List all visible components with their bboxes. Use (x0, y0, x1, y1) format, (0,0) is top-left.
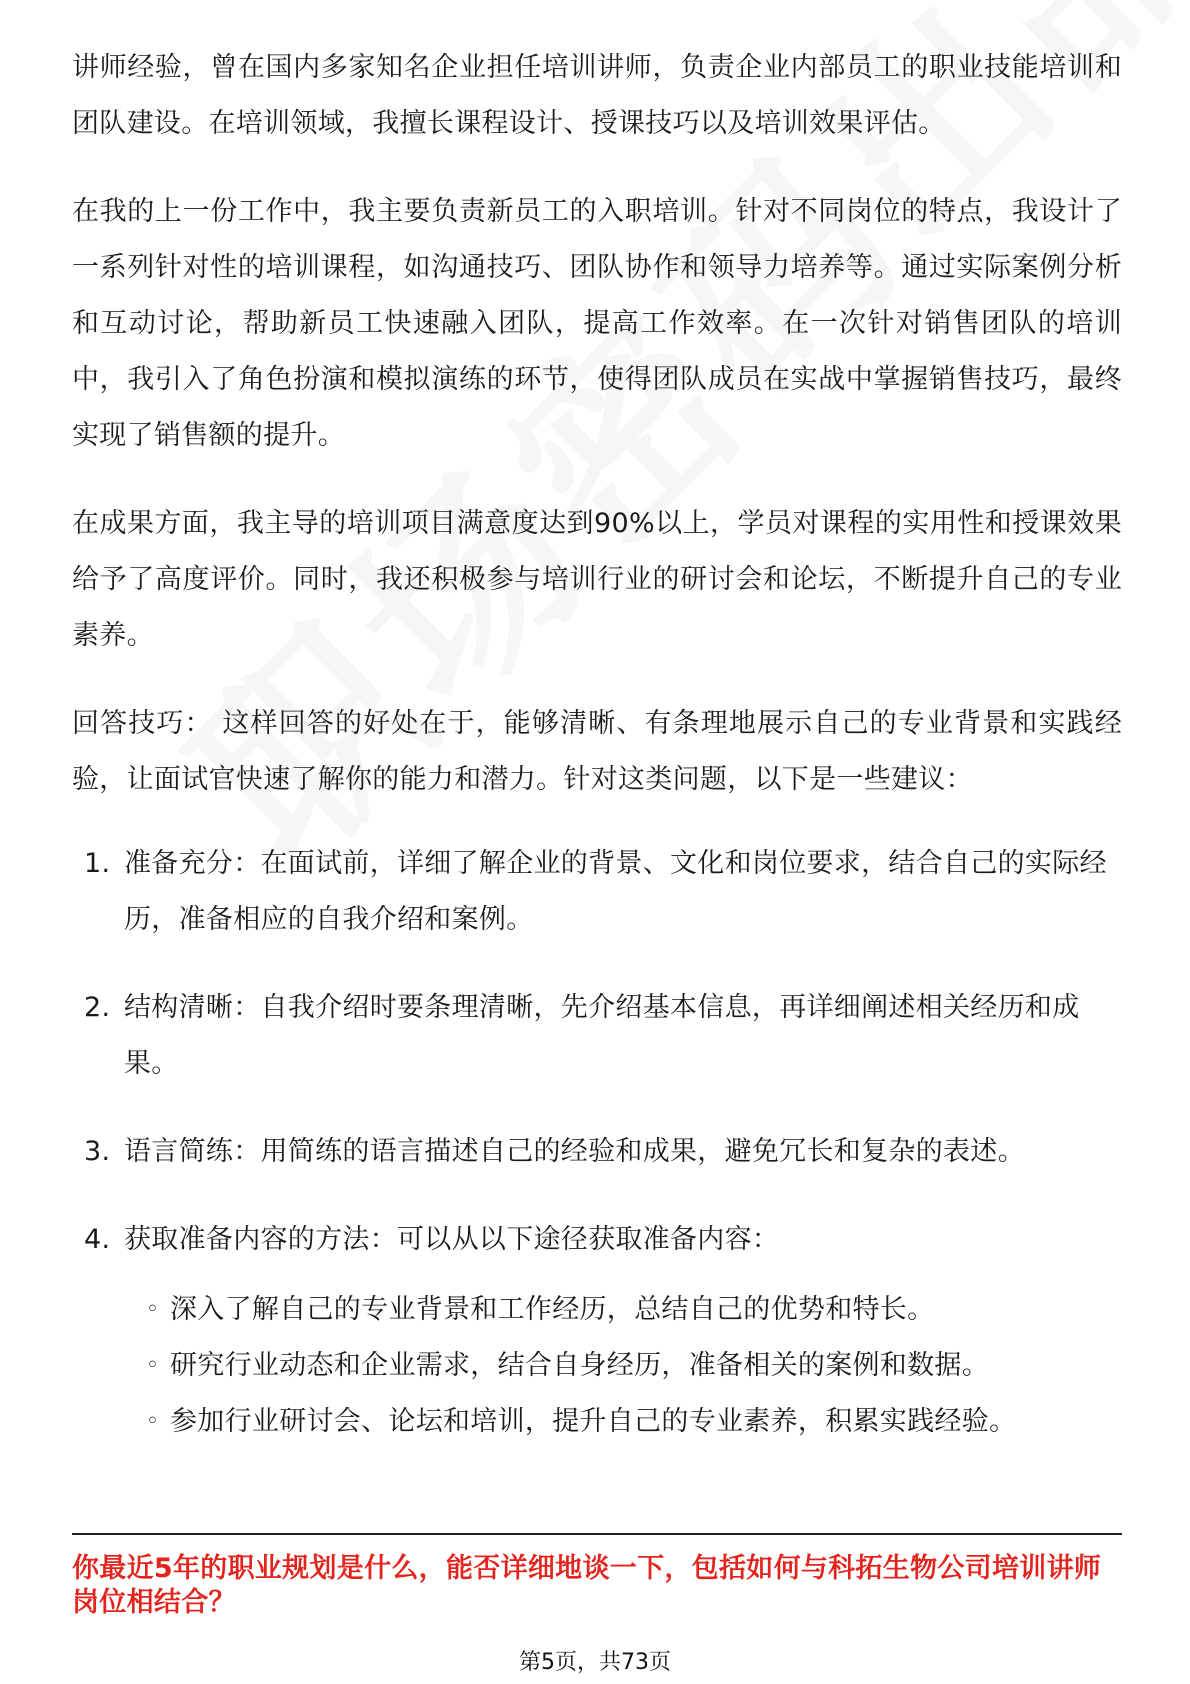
bullet-icon: ◦ (146, 1409, 160, 1434)
interview-question: 你最近5年的职业规划是什么，能否详细地谈一下，包括如何与科拓生物公司培训讲师岗位相结合？ (72, 1553, 1102, 1618)
sub-list-item (124, 1394, 1122, 1450)
list-number: 3. (84, 1136, 111, 1167)
paragraph-answer-tips: 回答技巧： 这样回答的好处在于，能够清晰、有条理地展示自己的专业背景和实践经验，让面试官快速了解你的能力和潜力。针对这类问题，以下是一些建议： (72, 708, 1122, 795)
list-item-text: 结构清晰：自我介绍时要条理清晰，先介绍基本信息，再详细阐述相关经历和成果。 (124, 992, 1080, 1079)
section-divider (72, 1533, 1122, 1535)
paragraph-last-job: 在我的上一份工作中，我主要负责新员工的入职培训。针对不同岗位的特点，我设计了一系列针对性的培训课程，如沟通技巧、团队协作和领导力培养等。通过实际案例分析和互动讨论，帮助新员工快速融入团队，提高工作效率。在一次针对销售团队的培训中，我引入了角色扮演和模拟演练的环节，使得团队成员在实战中掌握销售技巧，最终实现了销售额的提升。 (72, 196, 1122, 451)
sub-list-item-text: 研究行业动态和企业需求，结合自身经历，准备相关的案例和数据。 (170, 1350, 989, 1381)
list-item-text: 获取准备内容的方法：可以从以下途径获取准备内容： (124, 1224, 780, 1255)
paragraph-results: 在成果方面，我主导的培训项目满意度达到90%以上，学员对课程的实用性和授课效果给予了高度评价。同时，我还积极参与培训行业的研讨会和论坛，不断提升自己的专业素养。 (72, 508, 1122, 651)
list-item-text: 准备充分：在面试前，详细了解企业的背景、文化和岗位要求，结合自己的实际经历，准备相应的自我介绍和案例。 (124, 848, 1107, 935)
list-number: 4. (84, 1224, 111, 1255)
list-item (72, 1212, 1122, 1450)
paragraph-experience: 讲师经验，曾在国内多家知名企业担任培训讲师，负责企业内部员工的职业技能培训和团队建设。在培训领域，我擅长课程设计、授课技巧以及培训效果评估。 (72, 52, 1122, 139)
list-item-text: 语言简练：用简练的语言描述自己的经验和成果，避免冗长和复杂的表述。 (124, 1136, 1025, 1167)
sub-list-item (124, 1338, 1122, 1394)
sub-list-item (124, 1282, 1122, 1338)
sub-list (124, 1282, 1122, 1450)
list-number: 1. (84, 848, 111, 879)
tips-list (72, 836, 1122, 1450)
bullet-icon: ◦ (146, 1353, 160, 1378)
list-item (72, 980, 1122, 1092)
page-number: 第5页，共73页 (519, 1650, 671, 1675)
list-item (72, 1124, 1122, 1180)
document-body (72, 40, 1122, 1482)
sub-list-item-text: 深入了解自己的专业背景和工作经历，总结自己的优势和特长。 (170, 1294, 935, 1325)
sub-list-item-text: 参加行业研讨会、论坛和培训，提升自己的专业素养，积累实践经验。 (170, 1406, 1017, 1437)
list-item (72, 836, 1122, 948)
bullet-icon: ◦ (146, 1297, 160, 1322)
list-number: 2. (84, 992, 111, 1023)
